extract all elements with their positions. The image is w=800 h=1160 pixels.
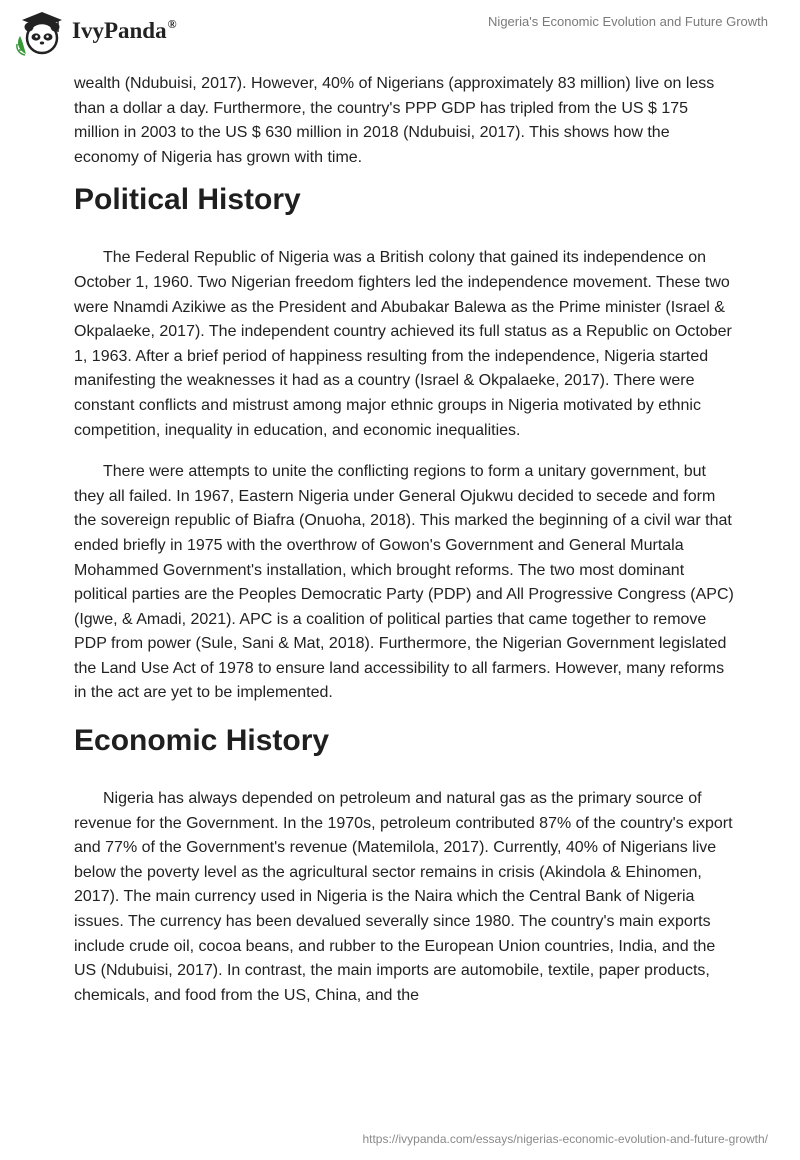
panda-graduate-icon — [14, 6, 66, 58]
page-header — [0, 0, 800, 70]
section-title-economic-history: Economic History — [74, 724, 330, 758]
document-title: Nigeria's Economic Evolution and Future Growth — [488, 14, 768, 29]
brand-logo[interactable] — [14, 6, 177, 58]
essay-body — [74, 72, 734, 1025]
brand-name: IvyPanda® — [72, 17, 177, 43]
economic-paragraph-1: Nigeria has always depended on petroleum and natural gas as the primary source of revenue for the Government. In the 1970s, petroleum contributed 87% of the country's export and 77% of the Government's revenue (Matemilola, 2017). Currently, 40% of Nigerians live below the poverty level as the agricultural sector remains in crisis (Akindola & Ehinomen, 2017). The main currency used in Nigeria is the Naira which the Central Bank of Nigeria issues. The currency has been devalued severally since 1980. The country's main exports include crude oil, cocoa beans, and rubber to the European Union countries, India, and the US (Ndubuisi, 2017). In contrast, the main imports are automobile, textile, paper products, chemicals, and food from the US, China, and the — [74, 790, 733, 1004]
political-paragraph-2: There were attempts to unite the conflicting regions to form a unitary government, but they all failed. In 1967, Eastern Nigeria under General Ojukwu decided to secede and form the sovereign republic of Biafra (Onuoha, 2018). This marked the beginning of a civil war that ended briefly in 1975 with the overthrow of Gowon's Government and General Murtala Mohammed Government's installation, which brought reforms. The two most dominant political parties are the Peoples Democratic Party (PDP) and All Progressive Congress (APC) (Igwe, & Amadi, 2021). APC is a coalition of political parties that came together to remove PDP from power (Sule, Sani & Mat, 2018). Furthermore, the Nigerian Government legislated the Land Use Act of 1978 to ensure land accessibility to all farmers. However, many reforms in the act are yet to be implemented. — [74, 463, 734, 702]
section-title-political-history: Political History — [74, 183, 301, 217]
political-paragraph-1: The Federal Republic of Nigeria was a British colony that gained its independence on October 1, 1960. Two Nigerian freedom fighters led the independence movement. These two were Nnamdi Azikiwe as the President and Abubakar Balewa as the Prime minister (Israel & Okpalaeke, 2017). The independent country achieved its full status as a Republic on October 1, 1963. After a brief period of happiness resulting from the independence, Nigeria started manifesting the weaknesses it had as a country (Israel & Okpalaeke, 2017). There were constant conflicts and mistrust among major ethnic groups in Nigeria motivated by ethnic competition, inequality in education, and economic inequalities. — [74, 249, 732, 439]
source-url[interactable]: https://ivypanda.com/essays/nigerias-economic-evolution-and-future-growth/ — [362, 1132, 768, 1146]
registered-mark: ® — [167, 17, 177, 31]
intro-paragraph: wealth (Ndubuisi, 2017). However, 40% of Nigerians (approximately 83 million) live on less than a dollar a day. Furthermore, the country's PPP GDP has tripled from the US $ 175 million in 2003 to the US $ 630 million in 2018 (Ndubuisi, 2017). This shows how the economy of Nigeria has grown with time. — [74, 75, 715, 166]
